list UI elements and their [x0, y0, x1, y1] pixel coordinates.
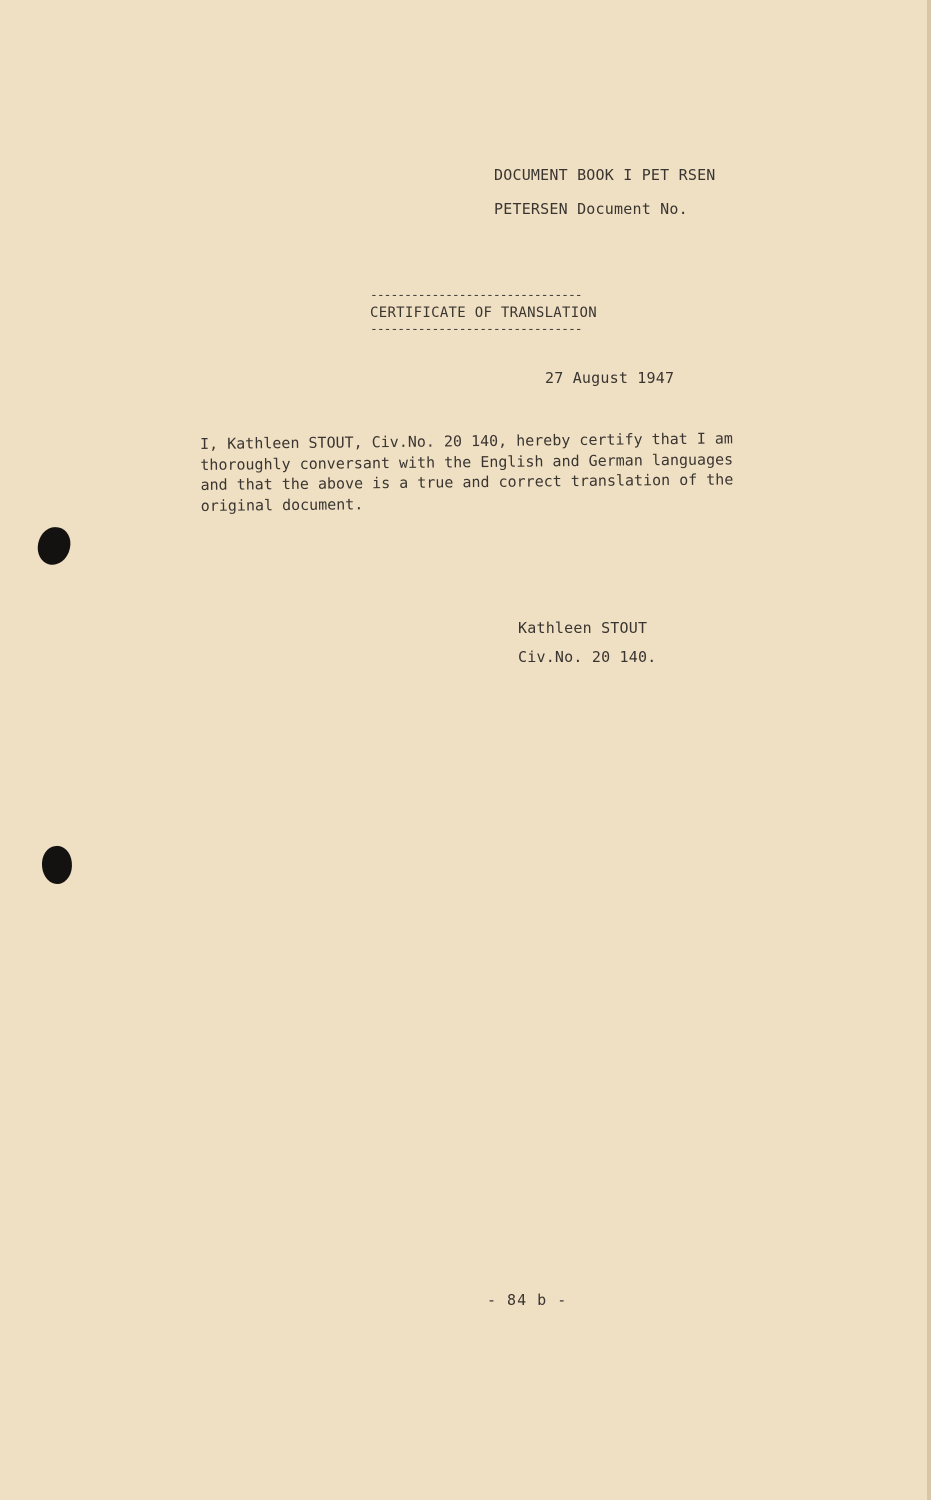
signatory-civ-number: Civ.No. 20 140.	[518, 648, 657, 666]
punch-hole-bottom	[40, 845, 74, 886]
statement-line: and that the above is a true and correct translation of the	[200, 470, 734, 494]
document-book-reference: DOCUMENT BOOK I PET RSEN	[494, 166, 716, 184]
certificate-heading	[370, 290, 622, 336]
title-rule-bottom: -------------------------------	[370, 324, 582, 336]
certificate-date: 27 August 1947	[545, 369, 675, 387]
title-rule-top: -------------------------------	[370, 290, 582, 302]
statement-line: thoroughly conversant with the English and German languages	[200, 449, 734, 474]
statement-line: I, Kathleen STOUT, Civ.No. 20 140, hereby certify that I am	[200, 429, 733, 453]
document-number: PETERSEN Document No.	[494, 200, 688, 218]
certification-statement	[200, 428, 781, 516]
signatory-name: Kathleen STOUT	[518, 619, 648, 637]
punch-hole-top	[34, 524, 73, 568]
certificate-title: CERTIFICATE OF TRANSLATION	[370, 305, 597, 321]
page-number: - 84 b -	[487, 1291, 568, 1309]
statement-line: original document.	[200, 494, 364, 515]
